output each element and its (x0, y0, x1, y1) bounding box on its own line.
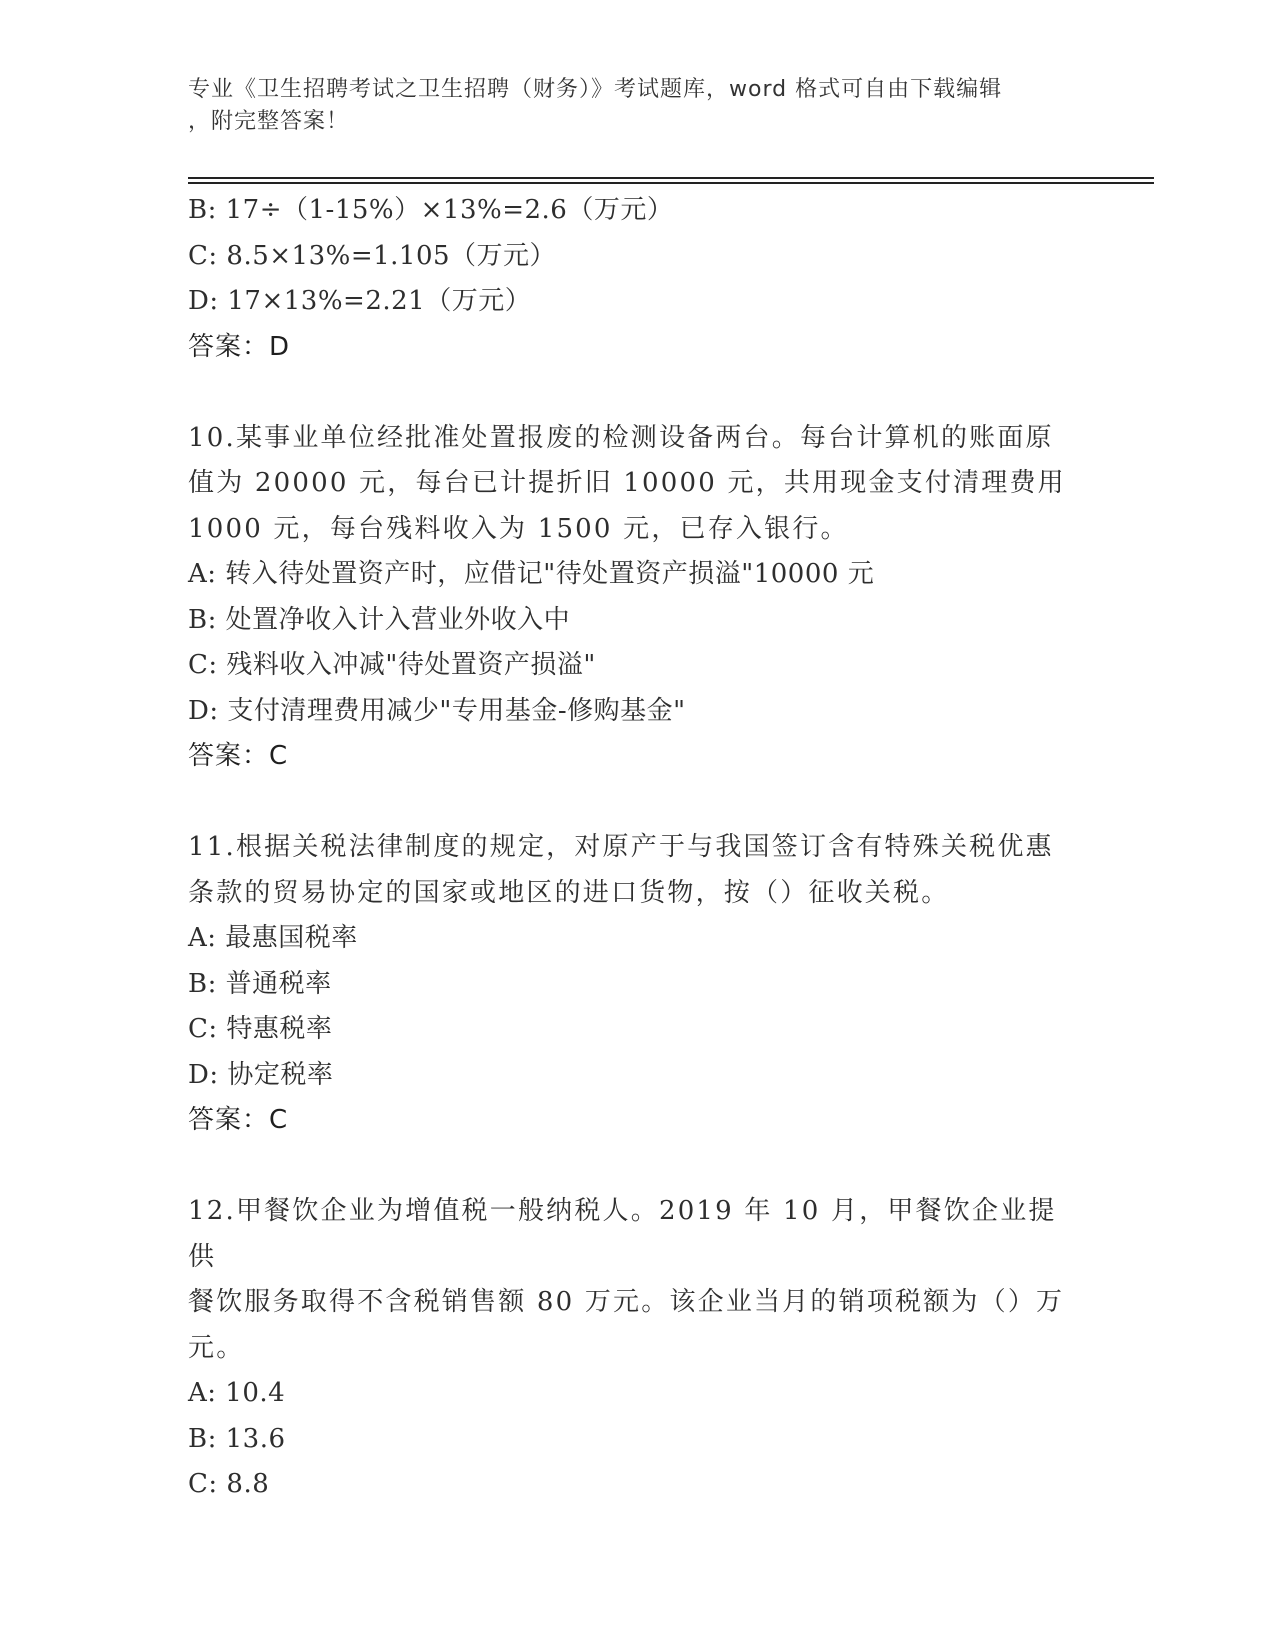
option-b: B: 17÷（1-15%）×13%=2.6（万元） (188, 195, 674, 225)
question-11 (188, 825, 1088, 1144)
question-stem (188, 825, 1068, 916)
header-line-1: 专业《卫生招聘考试之卫生招聘（财务）》考试题库，word 格式可自由下载编辑 (188, 77, 1003, 102)
stem-line: 10.某事业单位经批准处置报废的检测设备两台。每台计算机的账面原 (188, 422, 1054, 453)
option-c: C: 8.8 (188, 1469, 270, 1499)
option-a: A: 最惠国税率 (188, 923, 358, 953)
stem-line: 元。 (188, 1332, 245, 1363)
option-b: B: 13.6 (188, 1423, 286, 1454)
header-divider-top (188, 177, 1154, 179)
stem-line: 11.根据关税法律制度的规定，对原产于与我国签订含有特殊关税优惠 (188, 832, 1054, 862)
question-9-tail (188, 188, 1088, 370)
answer-line: 答案：C (188, 1105, 289, 1135)
question-content (188, 188, 1088, 1508)
header-divider-bottom (188, 182, 1154, 184)
stem-line: 餐饮服务取得不含税销售额 80 万元。该企业当月的销项税额为（）万 (188, 1287, 1065, 1317)
option-c: C: 特惠税率 (188, 1014, 333, 1044)
spacer (188, 780, 1088, 826)
stem-line: 1000 元，每台残料收入为 1500 元，已存入银行。 (188, 513, 849, 544)
option-b: B: 普通税率 (188, 968, 332, 999)
stem-line: 12.甲餐饮企业为增值税一般纳税人。2019 年 10 月，甲餐饮企业提供 (188, 1196, 1057, 1272)
stem-line: 条款的贸易协定的国家或地区的进口货物，按（）征收关税。 (188, 877, 950, 908)
question-10 (188, 416, 1088, 780)
spacer (188, 1144, 1088, 1190)
option-a: A: 转入待处置资产时，应借记"待处置资产损溢"10000 元 (188, 559, 875, 589)
option-c: C: 残料收入冲减"待处置资产损溢" (188, 650, 596, 680)
question-stem (188, 1189, 1068, 1371)
header-line-2: ，附完整答案！ (188, 109, 350, 134)
spacer (188, 370, 1088, 416)
option-a: A: 10.4 (188, 1378, 286, 1408)
option-d: D: 协定税率 (188, 1059, 334, 1090)
stem-line: 值为 20000 元，每台已计提折旧 10000 元，共用现金支付清理费用 (188, 468, 1066, 498)
question-stem (188, 416, 1068, 553)
answer-line: 答案：D (188, 331, 291, 362)
document-header (188, 74, 1088, 138)
question-12 (188, 1189, 1088, 1508)
option-d: D: 支付清理费用减少"专用基金-修购基金" (188, 695, 686, 726)
answer-line: 答案：C (188, 741, 289, 771)
option-c: C: 8.5×13%=1.105（万元） (188, 240, 557, 271)
option-d: D: 17×13%=2.21（万元） (188, 286, 532, 316)
option-b: B: 处置净收入计入营业外收入中 (188, 604, 571, 635)
